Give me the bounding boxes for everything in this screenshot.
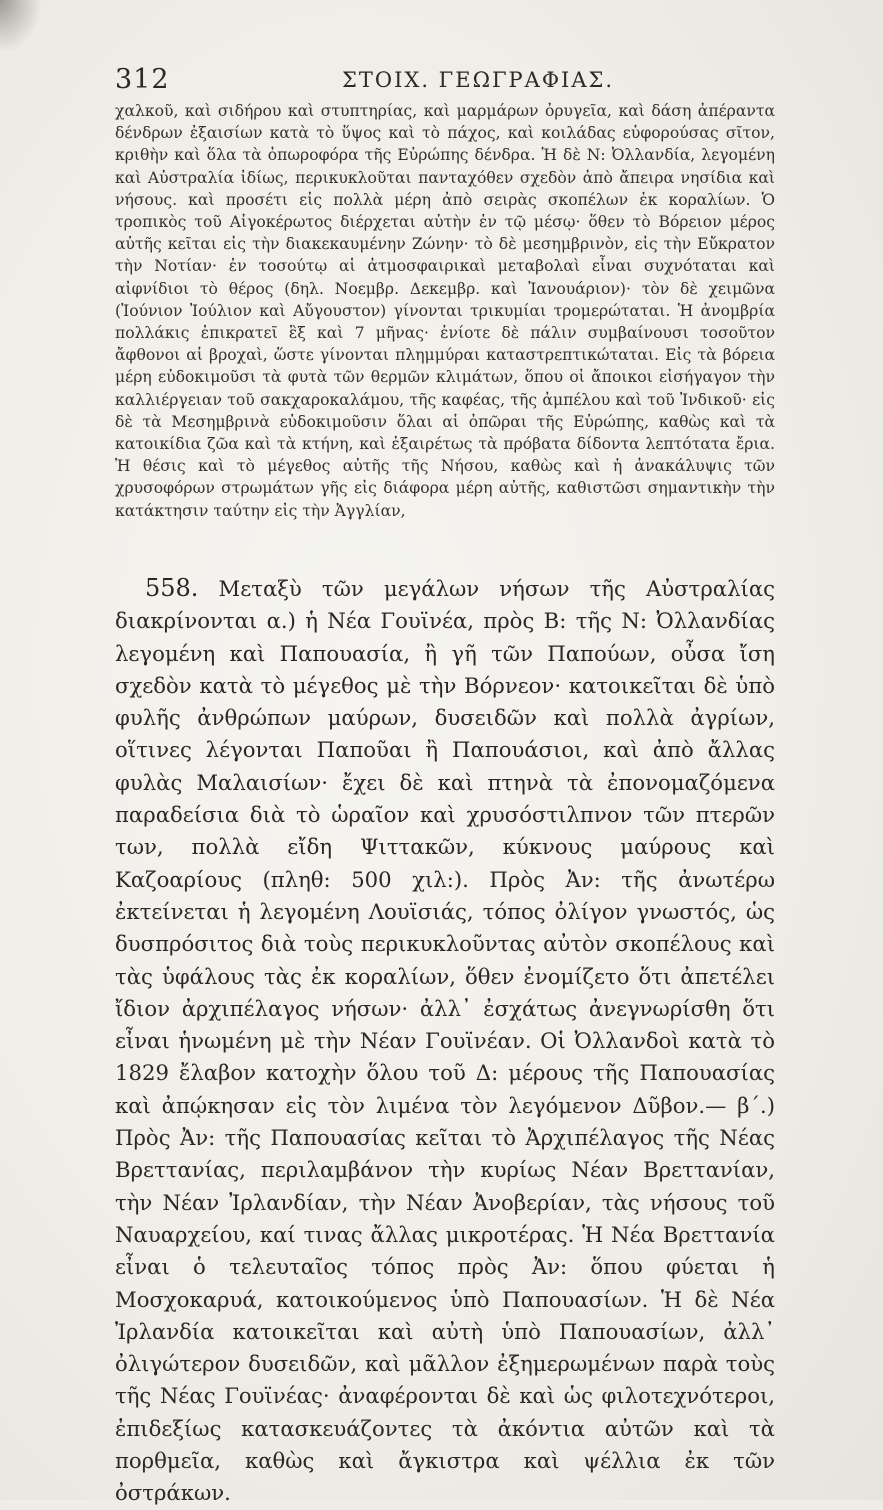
page-corner-stain [0, 0, 40, 50]
section-558 [115, 572, 775, 1510]
continued-paragraph [115, 100, 775, 522]
continued-paragraph-text: χαλκοῦ, καὶ σιδήρου καὶ στυπτηρίας, καὶ μαρμάρων ὀρυγεῖα, καὶ δάση ἀπέραντα δένδρων ἐξαισίων κατὰ τὸ ὕψος καὶ τὸ πάχος, καὶ κοιλάδας εὐφορούσας σῖτον, κριθὴν καὶ ὅλα τὰ ὀπωροφόρα τῆς Εὐρώπης δένδρα. Ἡ δὲ Ν: Ὀλλανδία, λεγομένη καὶ Αὐστραλία ἰδίως, περικυκλοῦται πανταχόθεν σχεδὸν ἀπὸ ἄπειρα νησίδια καὶ νήσους. καὶ προσέτι εἰς πολλὰ μέρη ἀπὸ σειρὰς σκοπέλων ἐκ κοραλίων. Ὁ τροπικὸς τοῦ Αἰγοκέρωτος διέρχεται αὐτὴν ἐν τῷ μέσῳ· ὅθεν τὸ Βόρειον μέρος αὐτῆς κεῖται εἰς τὴν διακεκαυμένην Ζώνην· τὸ δὲ μεσημβρινὸν, εἰς τὴν Εὔκρατον τὴν Νοτίαν· ἐν τοσούτῳ αἱ ἀτμοσφαιρικαὶ μεταβολαὶ εἶναι συχνόταται καὶ αἰφνίδιοι τὸ θέρος (δηλ. Νοεμβρ. Δεκεμβρ. καὶ Ἰανουάριον)· τὸν δὲ χειμῶνα (Ἰούνιον Ἰούλιον καὶ Αὔγουστον) γίνονται τρικυμίαι τρομερώταται. Ἡ ἀνομβρία πολλάκις ἐπικρατεῖ ἓξ καὶ 7 μῆνας· ἐνίοτε δὲ πάλιν συμβαίνουσι τοσοῦτον ἄφθονοι αἱ βροχαὶ, ὥστε γίνονται πλημμύραι καταστρεπτικώταται. Εἰς τὰ βόρεια μέρη εὐδοκιμοῦσι τὰ φυτὰ τῶν θερμῶν κλιμάτων, ὅπου οἱ ἄποικοι εἰσήγαγον τὴν καλλιέργειαν τοῦ σακχαροκαλάμου, τῆς καφέας, τῆς ἀμπέλου καὶ τοῦ Ἰνδικοῦ· εἰς δὲ τὰ Μεσημβρινὰ εὐδοκιμοῦσιν ὅλαι αἱ ὀπῶραι τῆς Εὐρώπης, καθὼς καὶ τὰ κατοικίδια ζῶα καὶ τὰ κτήνη, καὶ ἐξαιρέτως τὰ πρόβατα δίδοντα λεπτότατα ἔρια. Ἡ θέσις καὶ τὸ μέγεθος αὐτῆς τῆς Νήσου, καθὼς καὶ ἡ ἀνακάλυψις τῶν χρυσοφόρων στρωμάτων γῆς εἰς διάφορα μέρη αὐτῆς, καθιστῶσι σημαντικὴν τὴν κατάκτησιν ταύτην εἰς τὴν Ἀγγλίαν, [115, 102, 775, 520]
page-header [115, 64, 775, 104]
section-number: 558. [145, 574, 199, 602]
section-558-paragraph [115, 572, 775, 1510]
page-number: 312 [115, 64, 170, 95]
section-558-text: Μεταξὺ τῶν μεγάλων νήσων τῆς Αὐστραλίας διακρίνονται α.) ἡ Νέα Γουϊνέα, πρὸς Β: τῆς Ν: Ὀλλανδίας λεγομένη καὶ Παπουασία, ἢ γῆ τῶν Παπούων, οὖσα ἴση σχεδὸν κατὰ τὸ μέγεθος μὲ τὴν Βόρνεον· κατοικεῖται δὲ ὑπὸ φυλῆς ἀνθρώπων μαύρων, δυσειδῶν καὶ πολλὰ ἀγρίων, οἵτινες λέγονται Παποῦαι ἢ Παπουάσιοι, καὶ ἀπὸ ἄλλας φυλὰς Μαλαισίων· ἔχει δὲ καὶ πτηνὰ τὰ ἐπονομαζόμενα παραδείσια διὰ τὸ ὡραῖον καὶ χρυσόστιλπνον τῶν πτερῶν των, πολλὰ εἴδη Ψιττακῶν, κύκνους μαύρους καὶ Καζοαρίους (πληθ: 500 χιλ:). Πρὸς Ἀν: τῆς ἀνωτέρω ἐκτείνεται ἡ λεγομένη Λουϊσιάς, τόπος ὀλίγον γνωστός, ὡς δυσπρόσιτος διὰ τοὺς περικυκλοῦντας αὐτὸν σκοπέλους καὶ τὰς ὑφάλους τὰς ἐκ κοραλίων, ὅθεν ἐνομίζετο ὅτι ἀπετέλει ἴδιον ἀρχιπέλαγος νήσων· ἀλλ᾽ ἐσχάτως ἀνεγνωρίσθη ὅτι εἶναι ἡνωμένη μὲ τὴν Νέαν Γουϊνέαν. Οἱ Ὀλλανδοὶ κατὰ τὸ 1829 ἔλαβον κατοχὴν ὅλου τοῦ Δ: μέρους τῆς Παπουασίας καὶ ἀπῴκησαν εἰς τὸν λιμένα τὸν λεγόμενον Δῦβον.— β΄.) Πρὸς Ἀν: τῆς Παπουασίας κεῖται τὸ Ἀρχιπέλαγος τῆς Νέας Βρεττανίας, περιλαμβάνον τὴν κυρίως Νέαν Βρεττανίαν, τὴν Νέαν Ἰρλανδίαν, τὴν Νέαν Ἀνοβερίαν, τὰς νήσους τοῦ Ναυαρχείου, καί τινας ἄλλας μικροτέρας. Ἡ Νέα Βρεττανία εἶναι ὁ τελευταῖος τόπος πρὸς Ἀν: ὅπου φύεται ἡ Μοσχοκαρυά, κατοικούμενος ὑπὸ Παπουασίων. Ἡ δὲ Νέα Ἰρλανδία κατοικεῖται καὶ αὐτὴ ὑπὸ Παπουασίων, ἀλλ᾽ ὀλιγώτερον δυσειδῶν, καὶ μᾶλλον ἐξημερωμένων παρὰ τοὺς τῆς Νέας Γουϊνέας· ἀναφέρονται δὲ καὶ ὡς φιλοτεχνότεροι, ἐπιδεξίως κατασκευάζοντες τὰ ἀκόντια αὐτῶν καὶ τὰ πορθμεῖα, καθὼς καὶ ἄγκιστρα καὶ ψέλλια ἐκ τῶν ὀστράκων. [115, 576, 775, 1506]
running-head: ΣΤΟΙΧ. ΓΕΩΓΡΑΦΙΑΣ. [342, 68, 615, 92]
